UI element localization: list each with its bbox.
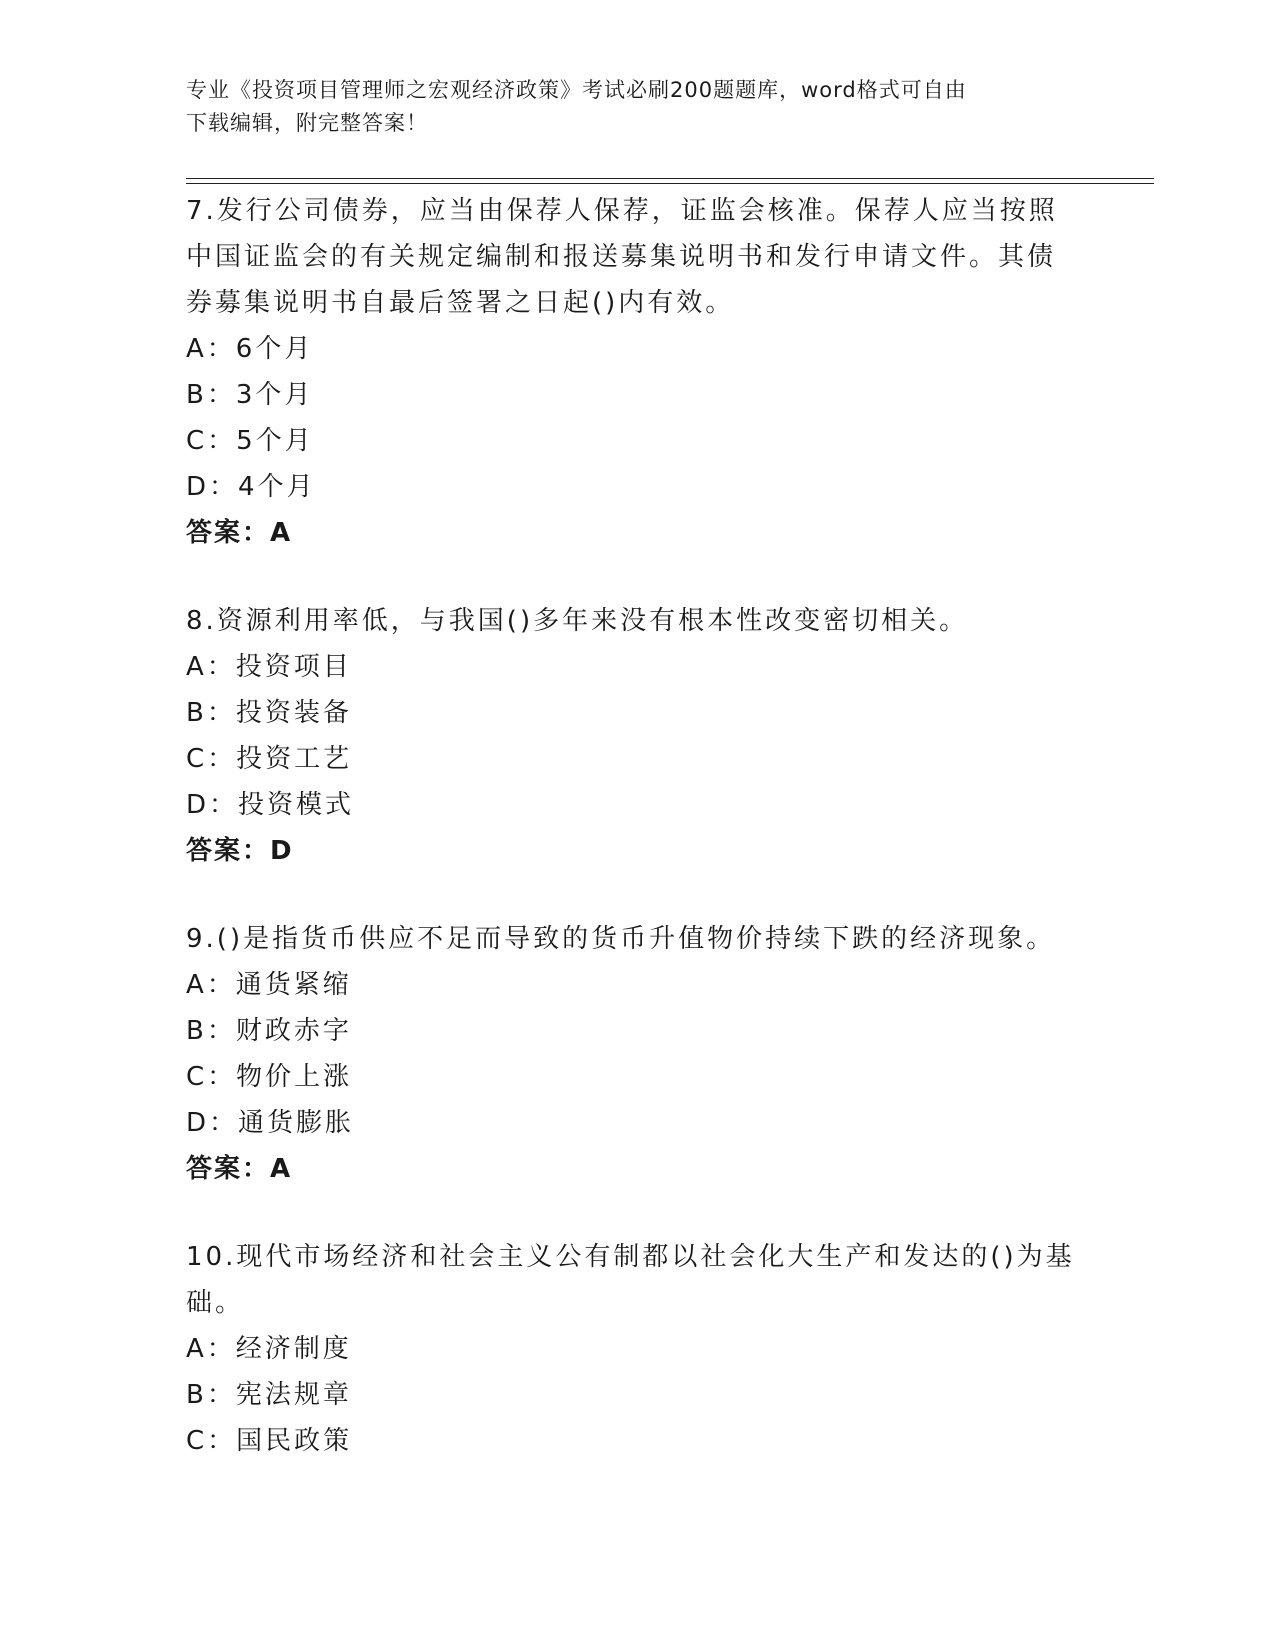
header-line-1: 专业《投资项目管理师之宏观经济政策》考试必刷200题题库，word格式可自由: [186, 78, 967, 102]
question-block: [186, 188, 1086, 556]
question-spacer: [186, 874, 1086, 916]
header-divider-bottom: [186, 183, 1154, 184]
question-stem-line: 券募集说明书自最后签署之日起()内有效。: [186, 288, 735, 318]
answer-key: 答案：A: [186, 1154, 293, 1184]
answer-option: A：6个月: [186, 334, 314, 364]
question-stem-line: 础。: [186, 1288, 245, 1318]
answer-option: A：投资项目: [186, 652, 352, 682]
answer-option: C：物价上涨: [186, 1062, 353, 1092]
question-spacer: [186, 1192, 1086, 1234]
answer-option: A：通货紧缩: [186, 970, 352, 1000]
question-stem-line: 8.资源利用率低，与我国()多年来没有根本性改变密切相关。: [186, 606, 969, 636]
answer-option: D：投资模式: [186, 790, 355, 820]
question-stem-line: 10.现代市场经济和社会主义公有制都以社会化大生产和发达的()为基: [186, 1242, 1075, 1272]
answer-option: D：4个月: [186, 472, 316, 502]
answer-option: B：宪法规章: [186, 1380, 352, 1410]
answer-option: C：投资工艺: [186, 744, 353, 774]
answer-option: D：通货膨胀: [186, 1108, 355, 1138]
answer-option: A：经济制度: [186, 1334, 352, 1364]
answer-option: C：国民政策: [186, 1426, 353, 1456]
question-block: [186, 916, 1086, 1192]
question-list: [186, 188, 1086, 1464]
answer-option: B：投资装备: [186, 698, 352, 728]
question-spacer: [186, 556, 1086, 598]
question-block: [186, 598, 1086, 874]
question-block: [186, 1234, 1086, 1464]
document-header: [186, 74, 1086, 140]
header-divider-top: [186, 178, 1154, 179]
header-line-2: 下载编辑，附完整答案！: [186, 111, 428, 135]
question-stem-line: 中国证监会的有关规定编制和报送募集说明书和发行申请文件。其债: [186, 242, 1057, 272]
answer-key: 答案：D: [186, 836, 294, 866]
answer-option: B：财政赤字: [186, 1016, 352, 1046]
answer-option: B：3个月: [186, 380, 314, 410]
question-stem-line: 9.()是指货币供应不足而导致的货币升值物价持续下跌的经济现象。: [186, 924, 1056, 954]
answer-option: C：5个月: [186, 426, 314, 456]
answer-key: 答案：A: [186, 518, 293, 548]
question-stem-line: 7.发行公司债券，应当由保荐人保荐，证监会核准。保荐人应当按照: [186, 196, 1058, 226]
